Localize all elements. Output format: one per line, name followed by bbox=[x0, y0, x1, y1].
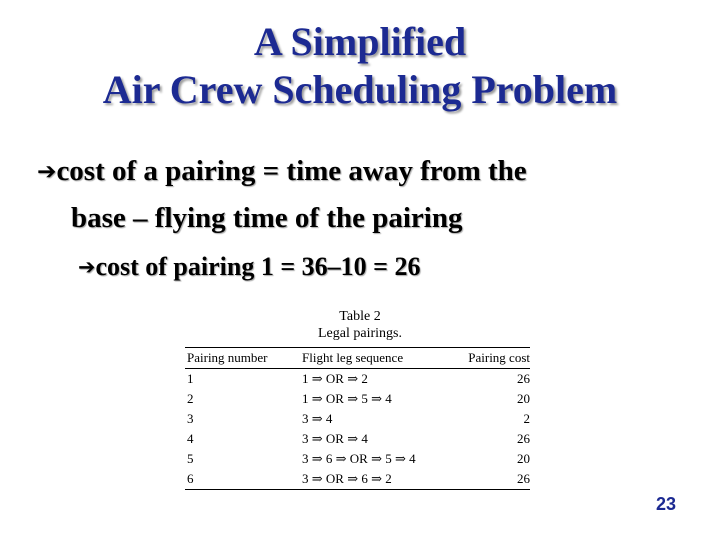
header-pairing-number: Pairing number bbox=[187, 350, 268, 365]
sub-bullet-text: cost of pairing 1 = 36–10 = 26 bbox=[95, 252, 421, 282]
title-line-2: Air Crew Scheduling Problem bbox=[102, 67, 618, 112]
legal-pairings-table bbox=[185, 347, 530, 490]
flight-sequence-cell: 3 ⇒ OR ⇒ 4 bbox=[302, 431, 368, 446]
main-bullet bbox=[37, 148, 697, 241]
pairing-cost-cell: 20 bbox=[517, 391, 530, 406]
table-caption bbox=[300, 308, 420, 342]
flight-sequence-cell: 3 ⇒ 6 ⇒ OR ⇒ 5 ⇒ 4 bbox=[302, 451, 416, 466]
arrow-right-icon: ➔ bbox=[37, 157, 57, 185]
table-row bbox=[185, 369, 530, 389]
pairing-number-cell: 5 bbox=[187, 451, 194, 466]
pairing-number-cell: 3 bbox=[187, 411, 194, 426]
table-row bbox=[185, 409, 530, 429]
pairing-cost-cell: 26 bbox=[517, 471, 530, 486]
title-line-1: A Simplified bbox=[253, 19, 467, 64]
main-bullet-line-1: cost of a pairing = time away from the bbox=[56, 155, 527, 187]
arrow-right-icon: ➔ bbox=[78, 255, 96, 279]
flight-sequence-cell: 3 ⇒ 4 bbox=[302, 411, 333, 426]
flight-sequence-cell: 1 ⇒ OR ⇒ 2 bbox=[302, 371, 368, 386]
main-bullet-line-2: base – flying time of the pairing bbox=[71, 201, 463, 234]
header-pairing-cost: Pairing cost bbox=[468, 350, 530, 365]
header-flight-leg-sequence: Flight leg sequence bbox=[302, 350, 404, 365]
table-bottom-rule bbox=[185, 489, 530, 490]
table-header-row bbox=[185, 348, 530, 368]
slide-title bbox=[0, 18, 720, 114]
sub-bullet bbox=[78, 250, 420, 284]
pairing-number-cell: 1 bbox=[187, 371, 194, 386]
table-caption-title: Table 2 bbox=[339, 309, 381, 324]
table-caption-subtitle: Legal pairings. bbox=[318, 326, 402, 341]
table-row bbox=[185, 429, 530, 449]
flight-sequence-cell: 1 ⇒ OR ⇒ 5 ⇒ 4 bbox=[302, 391, 392, 406]
pairing-number-cell: 2 bbox=[187, 391, 194, 406]
table-row bbox=[185, 389, 530, 409]
table-row bbox=[185, 449, 530, 469]
pairing-number-cell: 6 bbox=[187, 471, 194, 486]
flight-sequence-cell: 3 ⇒ OR ⇒ 6 ⇒ 2 bbox=[302, 471, 392, 486]
pairing-cost-cell: 20 bbox=[517, 451, 530, 466]
table-row bbox=[185, 469, 530, 489]
pairing-cost-cell: 2 bbox=[523, 411, 530, 426]
pairing-number-cell: 4 bbox=[187, 431, 194, 446]
pairing-cost-cell: 26 bbox=[517, 371, 530, 386]
pairing-cost-cell: 26 bbox=[517, 431, 530, 446]
page-number: 23 bbox=[655, 494, 676, 514]
